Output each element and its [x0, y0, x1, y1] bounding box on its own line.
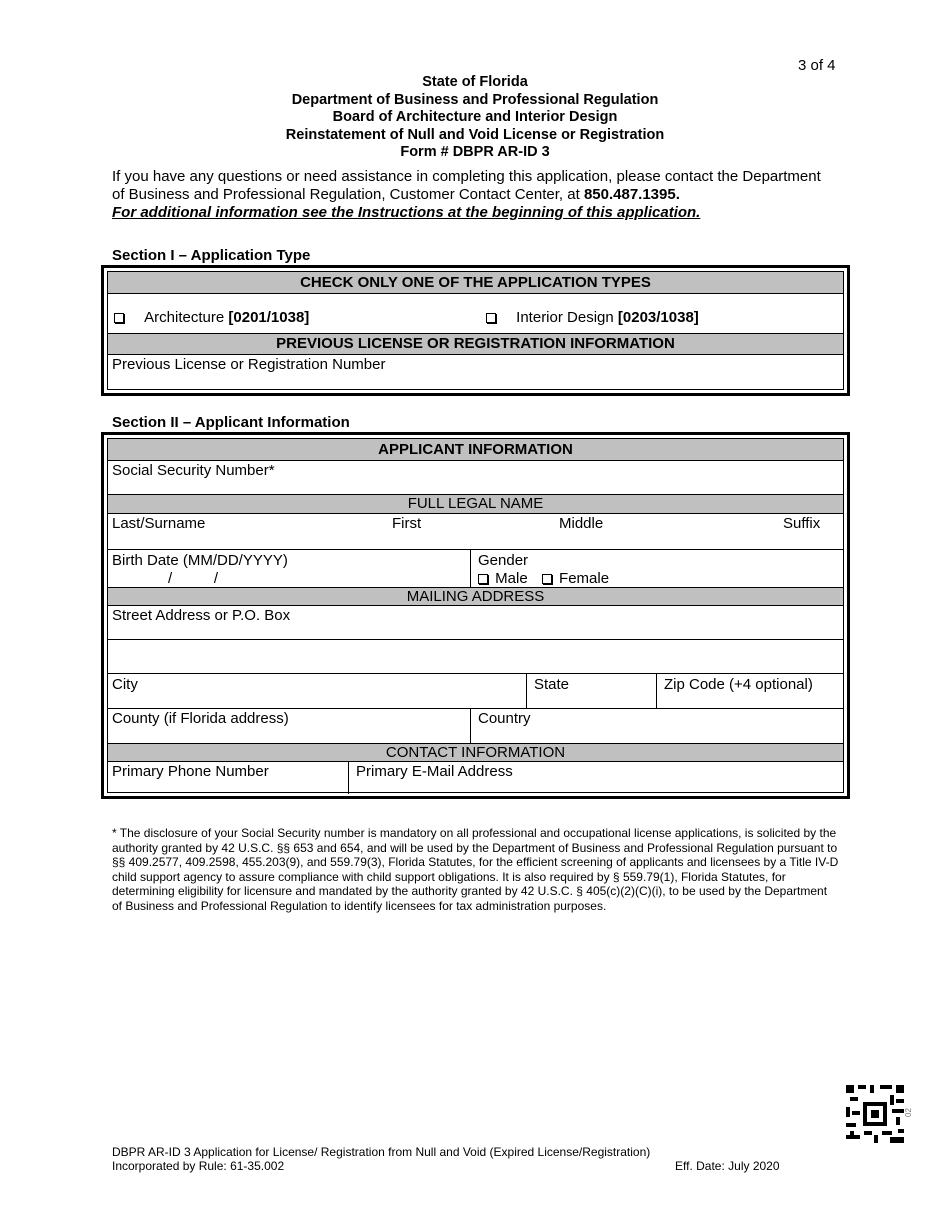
- city-field[interactable]: City: [112, 676, 138, 693]
- gender-options: [478, 570, 609, 587]
- form-header: [0, 74, 950, 162]
- male-checkbox[interactable]: [478, 574, 488, 584]
- interior-design-checkbox[interactable]: [486, 313, 496, 323]
- interior-design-option[interactable]: [486, 309, 699, 326]
- female-checkbox[interactable]: [542, 574, 552, 584]
- middle-name-field[interactable]: Middle: [559, 515, 604, 532]
- primary-phone-field[interactable]: Primary Phone Number: [112, 763, 269, 780]
- suffix-field[interactable]: Suffix: [783, 515, 821, 532]
- header-form-title: Reinstatement of Null and Void License or Registration: [285, 126, 665, 143]
- section2-title: Section II – Applicant Information: [112, 414, 350, 431]
- check-one-header: CHECK ONLY ONE OF THE APPLICATION TYPES: [108, 272, 843, 293]
- full-legal-name-header: FULL LEGAL NAME: [108, 495, 843, 513]
- interior-design-label: Interior Design: [516, 309, 614, 326]
- zip-code-field[interactable]: Zip Code (+4 optional): [664, 676, 813, 693]
- contact-info-header: CONTACT INFORMATION: [108, 744, 843, 761]
- header-department: Department of Business and Professional Regulation: [291, 91, 659, 108]
- header-form-number: Form # DBPR AR-ID 3: [400, 144, 550, 160]
- applicant-info-header: APPLICANT INFORMATION: [108, 439, 843, 460]
- contact-phone[interactable]: 850.487.1395.: [583, 186, 680, 203]
- barcode-icon: [846, 1085, 904, 1143]
- state-field[interactable]: State: [534, 676, 570, 693]
- birth-date-field[interactable]: Birth Date (MM/DD/YYYY): [112, 552, 288, 569]
- footer-eff-date: Eff. Date: July 2020: [675, 1159, 780, 1173]
- intro-paragraph: [112, 168, 832, 222]
- primary-email-field[interactable]: Primary E-Mail Address: [356, 763, 513, 780]
- female-label: Female: [559, 570, 610, 587]
- previous-license-field[interactable]: Previous License or Registration Number: [112, 356, 386, 373]
- header-state: State of Florida: [422, 74, 528, 90]
- applicant-info-box: [101, 432, 850, 799]
- ssn-field[interactable]: Social Security Number*: [112, 462, 275, 479]
- country-field[interactable]: Country: [478, 710, 531, 727]
- architecture-option[interactable]: [114, 309, 309, 326]
- intro-text: If you have any questions or need assistance in completing this application, please contact the Department of Business and Professional Regulation, Customer Contact Center, at: [112, 168, 821, 203]
- interior-design-code: [0203/1038]: [617, 309, 699, 326]
- ssn-disclosure-footnote: * The disclosure of your Social Security number is mandatory on all professional and occupational license applications, is solicited by the authority granted by 42 U.S.C. §§ 653 and 654, and will be used by the Department of Business and Professional Regulation pursuant to §§ 409.2577, 409.2598, 455.203(9), and 559.79(3), Florida Statutes, for the efficient screening of applicants and licensees by a Title IV-D child support agency to assure compliance with child support obligations. It is also required by § 559.79(1), Florida Statutes, for determining eligibility for licensure and mandated by the authority granted by 42 U.S.C. § 405(c)(2)(C)(i), to be used by the Department of Business and Professional Regulation to identify licensees for tax administration purposes.: [112, 826, 839, 913]
- architecture-checkbox[interactable]: [114, 313, 124, 323]
- birth-date-separators: / /: [168, 570, 219, 587]
- header-board: Board of Architecture and Interior Design: [332, 109, 618, 125]
- mailing-address-header: MAILING ADDRESS: [108, 588, 843, 605]
- section1-title: Section I – Application Type: [112, 247, 311, 264]
- application-type-box: [101, 265, 850, 396]
- instructions-note: For additional information see the Instructions at the beginning of this application.: [112, 204, 701, 221]
- county-field[interactable]: County (if Florida address): [112, 710, 289, 727]
- barcode-code: 02: [903, 1108, 913, 1117]
- first-name-field[interactable]: First: [392, 515, 422, 532]
- page-number: 3 of 4: [798, 57, 836, 74]
- footer-form-description: DBPR AR-ID 3 Application for License/ Registration from Null and Void (Expired License/Registration): [112, 1145, 651, 1159]
- architecture-code: [0201/1038]: [228, 309, 310, 326]
- street-address-field[interactable]: Street Address or P.O. Box: [112, 607, 291, 624]
- previous-license-header: PREVIOUS LICENSE OR REGISTRATION INFORMATION: [108, 334, 843, 354]
- male-label: Male: [495, 570, 528, 587]
- footer-rule: Incorporated by Rule: 61-35.002: [112, 1159, 285, 1173]
- gender-label: Gender: [478, 552, 529, 569]
- architecture-label: Architecture: [144, 309, 225, 326]
- last-name-field[interactable]: Last/Surname: [112, 515, 206, 532]
